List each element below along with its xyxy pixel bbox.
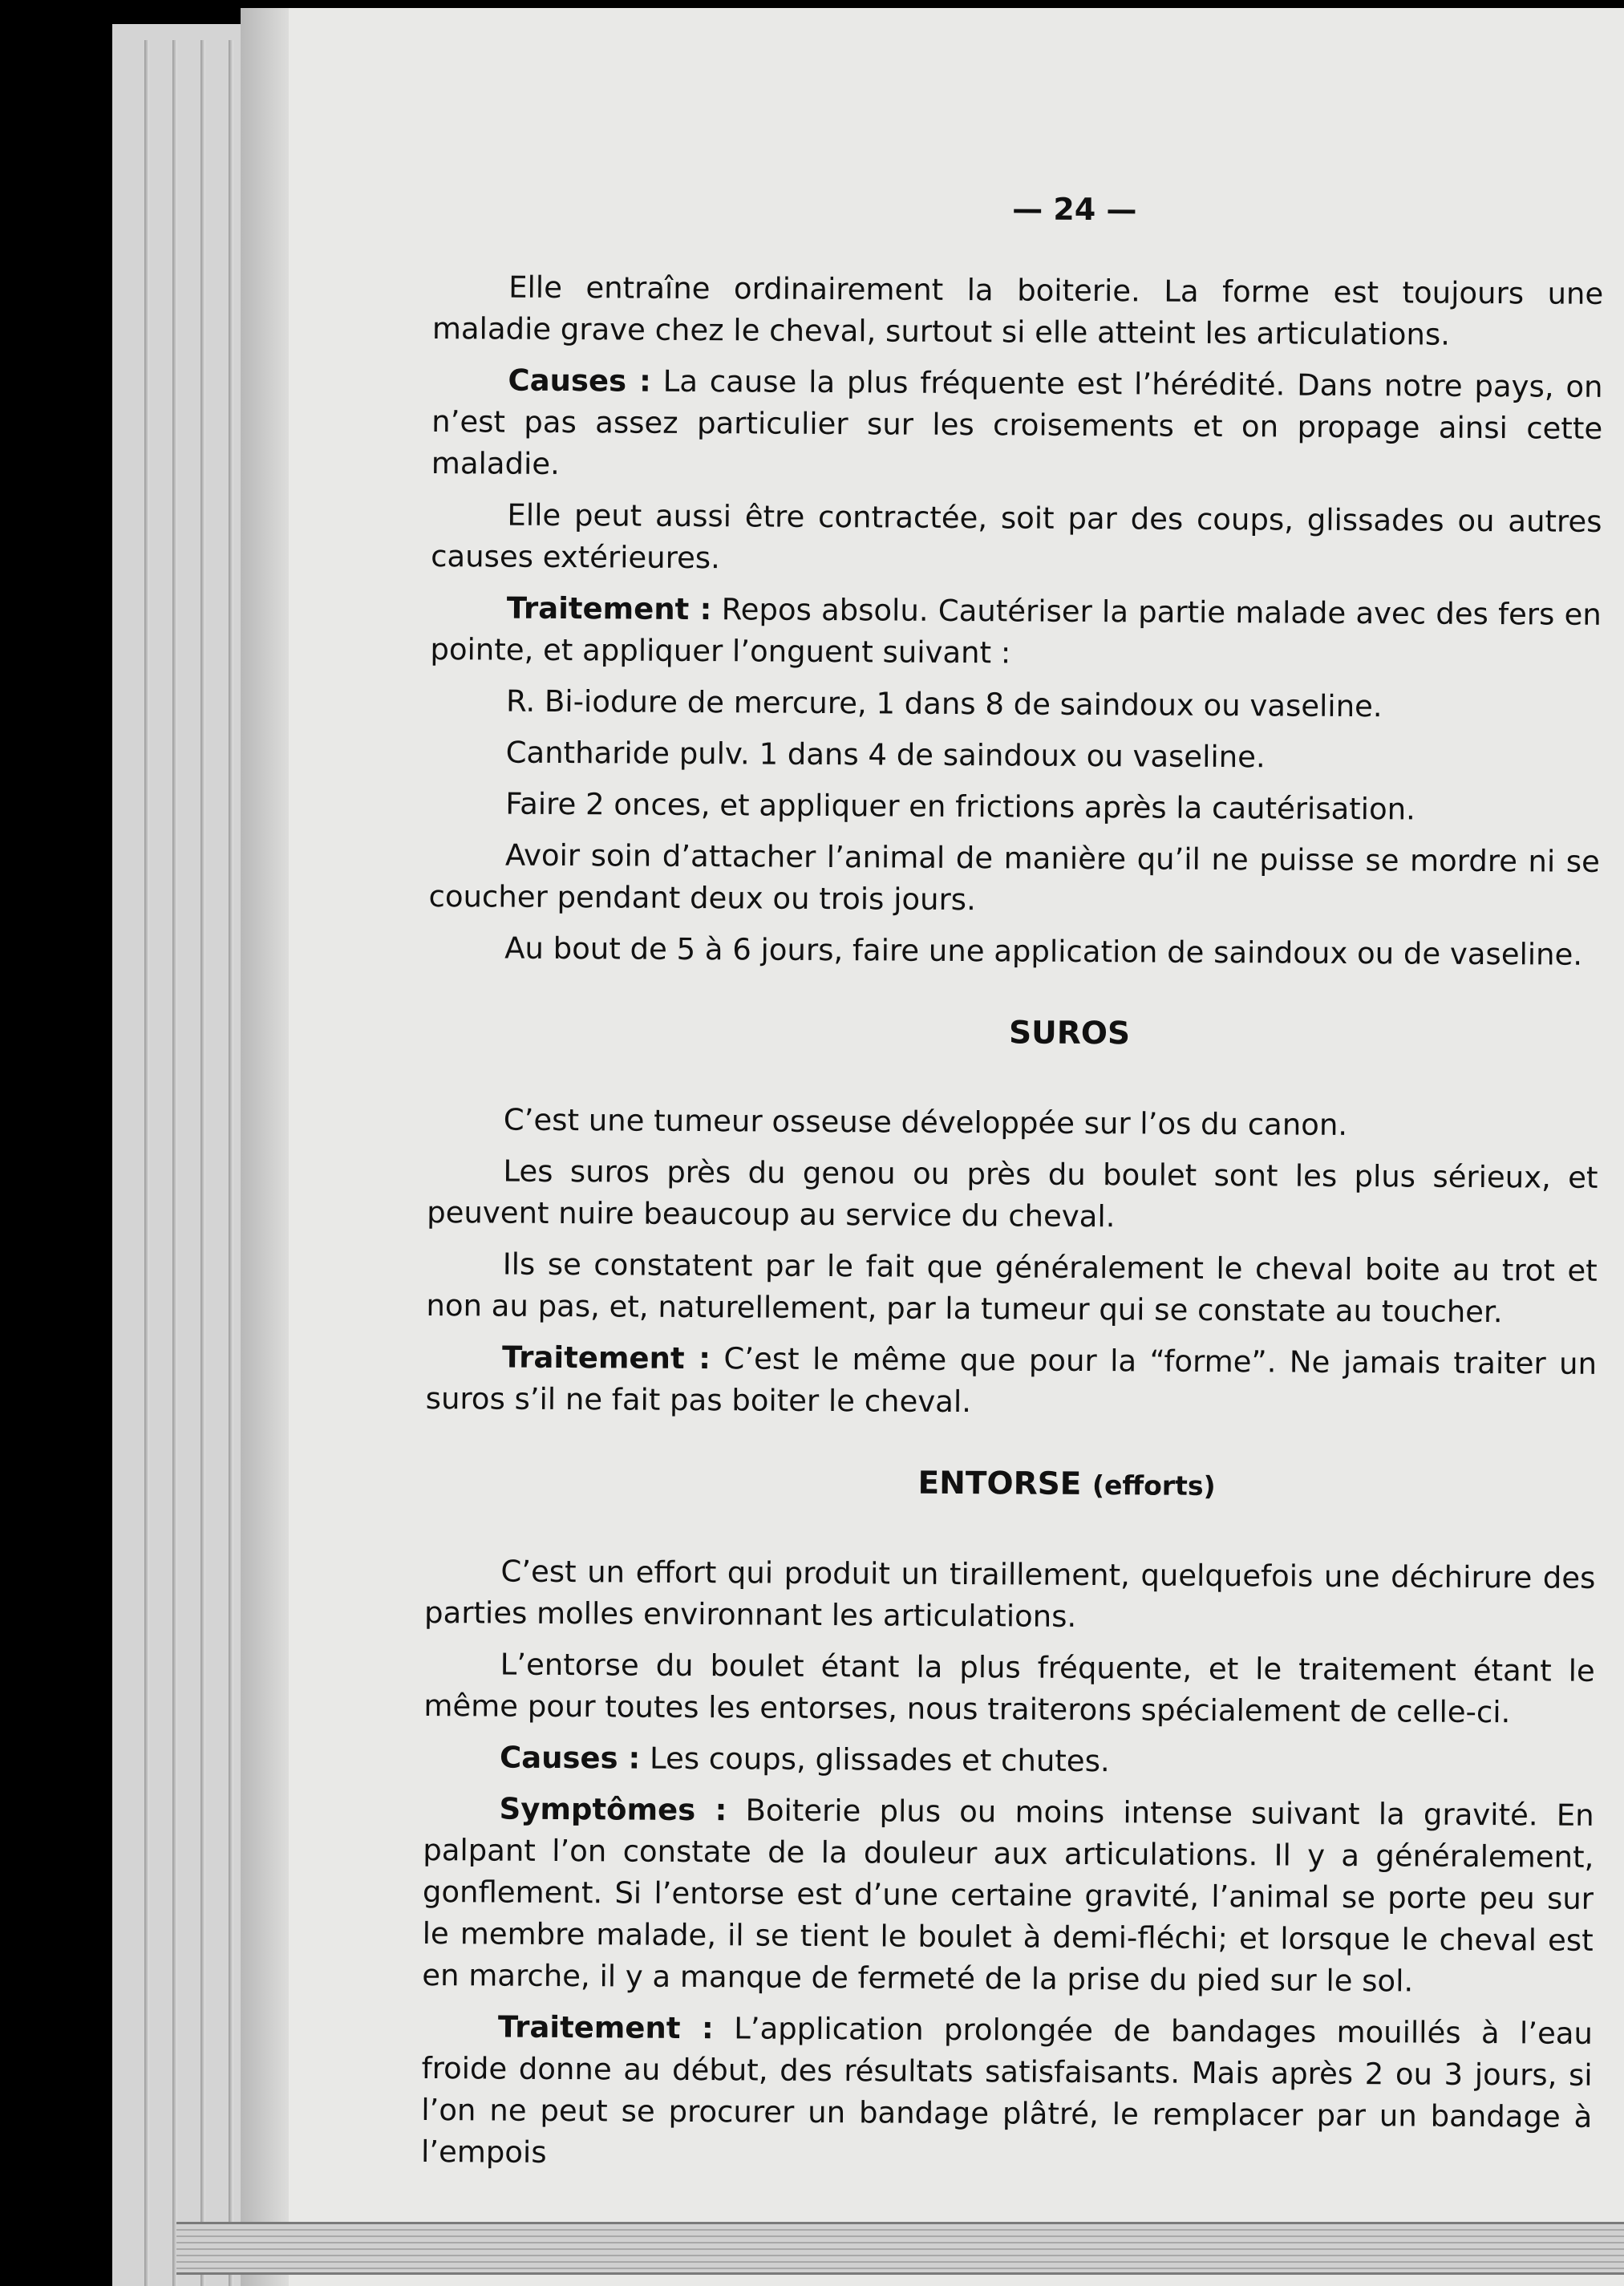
- traitement-text: L’application prolongée de bandages mouillés à l’eau froide donne au début, des résultats satisfaisants. Mais après 2 ou 3 jours, si l’on ne peut se procurer un bandage plâtré, le remplacer par un bandage à l’empois: [420, 2011, 1594, 2170]
- paragraph: [431, 359, 1603, 492]
- paragraph: Elle entraîne ordinairement la boiterie. La forme est toujours une maladie grave chez le cheval, surtout si elle atteint les articulations.: [431, 270, 1604, 352]
- paragraph: [421, 2006, 1593, 2180]
- page-edge: [144, 40, 149, 2286]
- paragraph: Ils se constatent par le fait que généralement le cheval boite au trot et non au pas, et, naturellement, par la tumeur qui se constate au toucher.: [426, 1246, 1598, 1330]
- recipe-line: Cantharide pulv. 1 dans 4 de saindoux ou vaseline.: [505, 735, 1266, 775]
- traitement-text: Repos absolu. Cautériser la partie malade avec des fers en pointe, et appliquer l’onguent suivant :: [430, 592, 1602, 671]
- paragraph: C’est un effort qui produit un tiraillement, quelquefois une déchirure des parties molles environnant les articulations.: [423, 1554, 1596, 1634]
- paragraph: Les suros près du genou ou près du boulet sont les plus sérieux, et peuvent nuire beaucoup au service du cheval.: [427, 1153, 1598, 1234]
- recipe-line: Faire 2 onces, et appliquer en frictions après la cautérisation.: [505, 786, 1416, 827]
- section-title-entorse: [425, 1460, 1596, 1510]
- traitement-text: C’est le même que pour la “forme”. Ne jamais traiter un suros s’il ne fait pas boiter le cheval.: [425, 1341, 1598, 1420]
- symptomes-text: Boiterie plus ou moins intense suivant la gravité. En palpant l’on constate de la douleur aux articulations. Il y a généralement, gonflement. Si l’entorse est d’une certaine gravité, l’animal se porte peu sur le membre malade, il se tient le boulet à demi-fléchi; et lorsque le cheval est en marche, il y a manque de fermeté de la prise du pied sur le sol.: [422, 1793, 1594, 1999]
- traitement-label: Traitement :: [497, 2009, 714, 2046]
- symptomes-label: Symptômes :: [499, 1791, 727, 1828]
- page-content: [421, 184, 1604, 2190]
- causes-text: La cause la plus fréquente est l’hérédité. Dans notre pays, on n’est pas assez particulier sur les croisements et on propage ainsi cette maladie.: [431, 363, 1603, 481]
- causes-label: Causes :: [508, 363, 651, 399]
- page-edge: [229, 40, 233, 2286]
- entorse-subtitle: (efforts): [1091, 1469, 1216, 1502]
- causes-label: Causes :: [499, 1740, 641, 1776]
- page-number: — 24 —: [1012, 191, 1137, 228]
- paragraph: Avoir soin d’attacher l’animal de manière qu’il ne puisse se mordre ni se coucher pendant deux ou trois jours.: [428, 837, 1601, 918]
- recipe-line: R. Bi-iodure de mercure, 1 dans 8 de saindoux ou vaseline.: [505, 683, 1383, 724]
- causes-text: Les coups, glissades et chutes.: [649, 1741, 1110, 1779]
- paragraph: Au bout de 5 à 6 jours, faire une application de saindoux ou de vaseline.: [504, 930, 1583, 972]
- traitement-label: Traitement :: [501, 1340, 711, 1376]
- section-title-suros: SUROS: [1008, 1015, 1131, 1052]
- page-edge: [172, 40, 177, 2286]
- paragraph: Elle peut aussi être contractée, soit par des coups, glissades ou autres causes extérieures.: [431, 497, 1602, 576]
- paragraph: [426, 1336, 1598, 1427]
- entorse-title: ENTORSE: [917, 1465, 1082, 1502]
- paragraph: L’entorse du boulet étant la plus fréquente, et le traitement étant le même pour toutes les entorses, nous traiterons spécialement de celle-ci.: [423, 1647, 1595, 1730]
- traitement-label: Traitement :: [506, 590, 712, 627]
- paragraph: C’est une tumeur osseuse développée sur l’os du canon.: [503, 1102, 1348, 1142]
- paragraph: [423, 1737, 1594, 1785]
- page-bottom-edges: [176, 2222, 1624, 2275]
- paragraph: [422, 1788, 1594, 2004]
- paragraph: [430, 587, 1602, 678]
- page-edge: [200, 40, 205, 2286]
